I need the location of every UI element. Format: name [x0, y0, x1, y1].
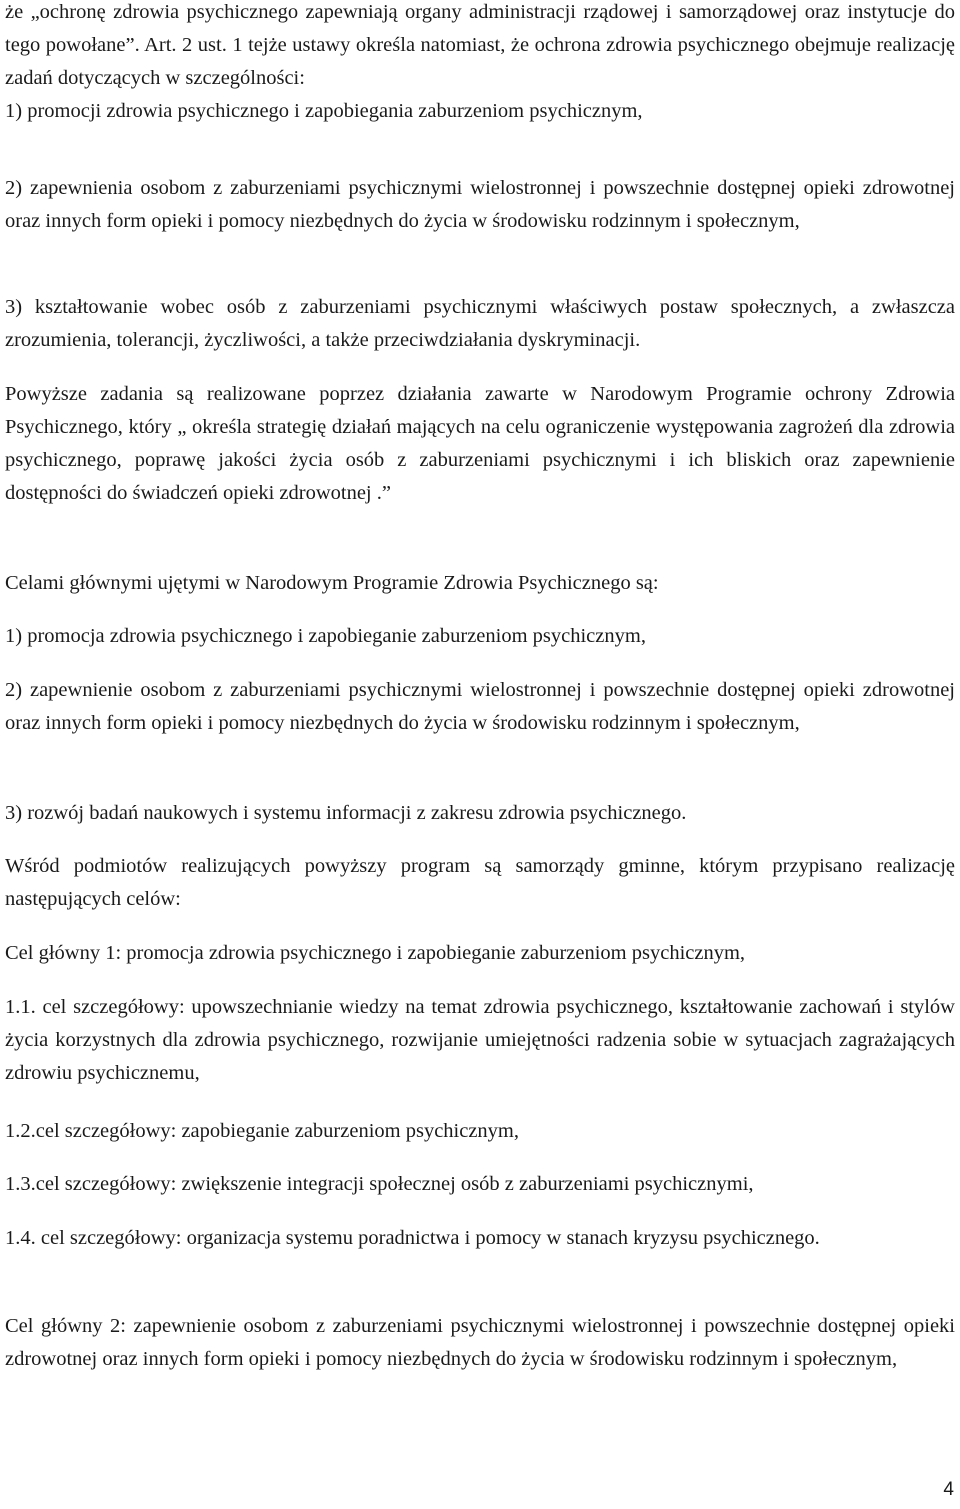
paragraph-goal-2: 2) zapewnienie osobom z zaburzeniami psychicznymi wielostronnej i powszechnie dostępnej opieki zdrowotnej oraz innych form opieki i pomocy niezbędnych do życia w środowisku rodzinnym i społecznym,	[5, 679, 955, 734]
paragraph-goal-1-2: 1.2.cel szczegółowy: zapobieganie zaburzeniom psychicznym,	[5, 1120, 520, 1142]
paragraph-program: Powyższe zadania są realizowane poprzez działania zawarte w Narodowym Programie ochrony Zdrowia Psychicznego, który „ określa strategię działań mających na celu ograniczenie występowania zagrożeń dla zdrowia psychicznego, poprawę jakości życia osób z zaburzeniami psychicznymi i ich bliskich oraz zapewnienie dostępności do świadczeń opieki zdrowotnej .”	[5, 383, 955, 504]
paragraph-goal-1-3: 1.3.cel szczegółowy: zwiększenie integracji społecznej osób z zaburzeniami psychicznymi,	[5, 1173, 754, 1195]
paragraph-task-1: 1) promocji zdrowia psychicznego i zapobiegania zaburzeniom psychicznym,	[5, 100, 643, 122]
paragraph-task-2: 2) zapewnienia osobom z zaburzeniami psychicznymi wielostronnej i powszechnie dostępnej opieki zdrowotnej oraz innych form opieki i pomocy niezbędnych do życia w środowisku rodzinnym i społecznym,	[5, 177, 955, 232]
paragraph-goal-3: 3) rozwój badań naukowych i systemu informacji z zakresu zdrowia psychicznego.	[5, 802, 687, 824]
paragraph-main-goal-1: Cel główny 1: promocja zdrowia psychicznego i zapobieganie zaburzeniom psychicznym,	[5, 942, 746, 964]
paragraph-goal-1-4: 1.4. cel szczegółowy: organizacja systemu poradnictwa i pomocy w stanach kryzysu psychicznego.	[5, 1227, 820, 1249]
paragraph-goal-1-1: 1.1. cel szczegółowy: upowszechnianie wiedzy na temat zdrowia psychicznego, kształtowanie zachowań i stylów życia korzystnych dla zdrowia psychicznego, rozwijanie umiejętności radzenia sobie w sytuacjach zagrażających zdrowiu psychicznemu,	[5, 996, 955, 1084]
paragraph-task-3: 3) kształtowanie wobec osób z zaburzeniami psychicznymi właściwych postaw społecznych, a zwłaszcza zrozumienia, tolerancji, życzliwości, a także przeciwdziałania dyskryminacji.	[5, 296, 955, 351]
page-number: 4	[943, 1479, 954, 1500]
paragraph-intro: że „ochronę zdrowia psychicznego zapewniają organy administracji rządowej i samorządowej oraz instytucje do tego powołane”. Art. 2 ust. 1 tejże ustawy określa natomiast, że ochrona zdrowia psychicznego obejmuje realizację zadań dotyczących w szczególności:	[5, 1, 955, 89]
paragraph-municipalities: Wśród podmiotów realizujących powyższy program są samorządy gminne, którym przypisano realizację następujących celów:	[5, 855, 955, 910]
paragraph-main-goal-2: Cel główny 2: zapewnienie osobom z zaburzeniami psychicznymi wielostronnej i powszechnie dostępnej opieki zdrowotnej oraz innych form opieki i pomocy niezbędnych do życia w środowisku rodzinnym i społecznym,	[5, 1315, 955, 1370]
paragraph-main-goals-heading: Celami głównymi ujętymi w Narodowym Programie Zdrowia Psychicznego są:	[5, 572, 659, 594]
paragraph-goal-1: 1) promocja zdrowia psychicznego i zapobieganie zaburzeniom psychicznym,	[5, 625, 646, 647]
